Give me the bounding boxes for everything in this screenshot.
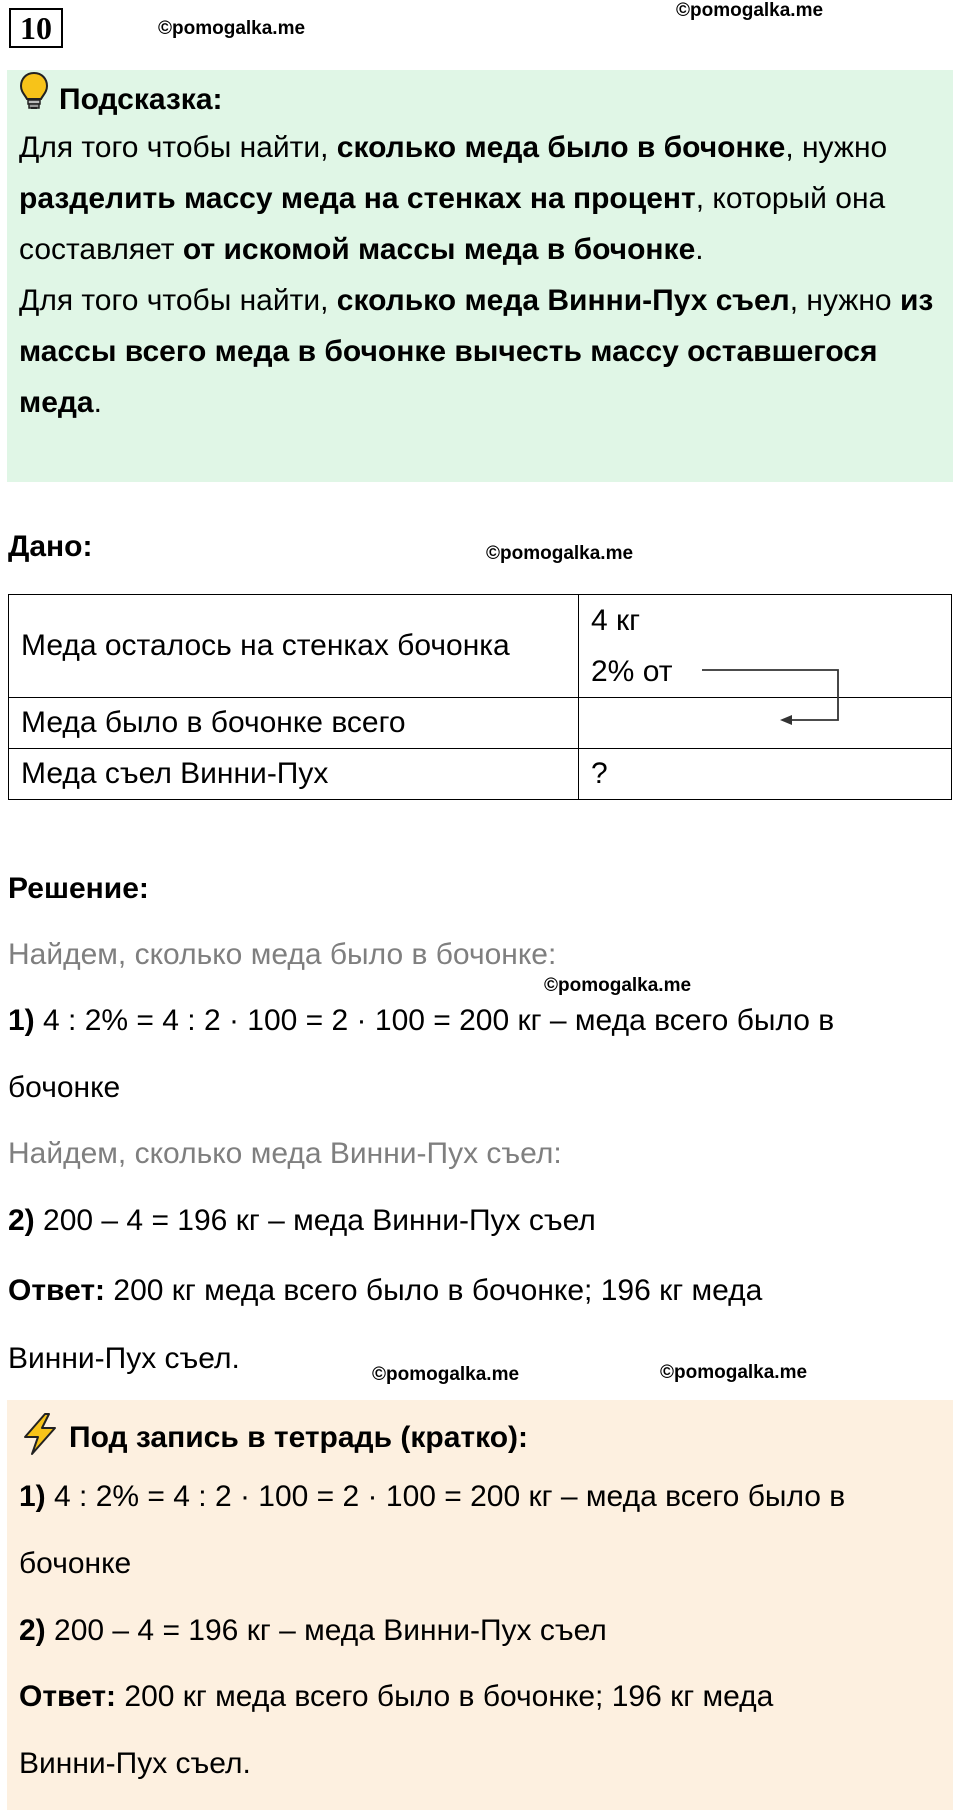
reference-arrow-icon [690, 658, 850, 728]
watermark: ©pomogalka.me [486, 543, 634, 564]
lightning-icon [19, 1412, 61, 1464]
step1: 1) 4 : 2% = 4 : 2 · 100 = 2 · 100 = 200 кг – меда всего было в [8, 1004, 835, 1037]
watermark: ©pomogalka.me [158, 18, 306, 39]
table-row [9, 749, 952, 800]
lightbulb-icon [19, 71, 49, 127]
hint-title: Подсказка: [59, 82, 223, 116]
table-cell-label: Меда осталось на стенках бочонка [9, 595, 579, 698]
given-title: Дано: [8, 530, 93, 563]
answer: Ответ: 200 кг меда всего было в бочонке; 196 кг меда [8, 1274, 763, 1307]
hint-header [19, 76, 943, 122]
note-step1: 1) 4 : 2% = 4 : 2 · 100 = 2 · 100 = 200 кг – меда всего было в [19, 1480, 846, 1513]
step1-continued: бочонке [8, 1071, 121, 1104]
note-answer: Ответ: 200 кг меда всего было в бочонке; 196 кг меда [19, 1680, 774, 1713]
step1-intro: Найдем, сколько меда было в бочонке: [8, 938, 557, 971]
watermark: ©pomogalka.me [372, 1364, 520, 1385]
note-step2: 2) 200 – 4 = 196 кг – меда Винни-Пух съел [19, 1614, 607, 1647]
table-cell-value: 4 кг 2% от [579, 595, 952, 698]
solution-title: Решение: [8, 872, 149, 905]
hint-paragraph-2: Для того чтобы найти, сколько меда Винни-Пух съел, нужно из массы всего меда в бочонке вычесть массу оставшегося меда. [19, 284, 934, 419]
note-step1-continued: бочонке [19, 1547, 132, 1580]
watermark: ©pomogalka.me [676, 0, 824, 21]
answer-continued: Винни-Пух съел. [8, 1342, 240, 1375]
table-cell-value: ? [579, 749, 952, 800]
step2: 2) 200 – 4 = 196 кг – меда Винни-Пух съел [8, 1204, 596, 1237]
short-note-header: Под запись в тетрадь (кратко): [19, 1412, 528, 1464]
short-note-block [7, 1400, 953, 1810]
hint-paragraph-1: Для того чтобы найти, сколько меда было в бочонке, нужно разделить массу меда на стенках на процент, который она составляет от искомой массы меда в бочонке. [19, 131, 888, 266]
task-number: 10 [9, 8, 63, 48]
table-cell-label: Меда было в бочонке всего [9, 698, 579, 749]
step2-intro: Найдем, сколько меда Винни-Пух съел: [8, 1137, 562, 1170]
watermark: ©pomogalka.me [544, 975, 692, 996]
note-answer-continued: Винни-Пух съел. [19, 1747, 251, 1780]
watermark: ©pomogalka.me [660, 1362, 808, 1383]
table-cell-label: Меда съел Винни-Пух [9, 749, 579, 800]
hint-block [7, 70, 953, 482]
